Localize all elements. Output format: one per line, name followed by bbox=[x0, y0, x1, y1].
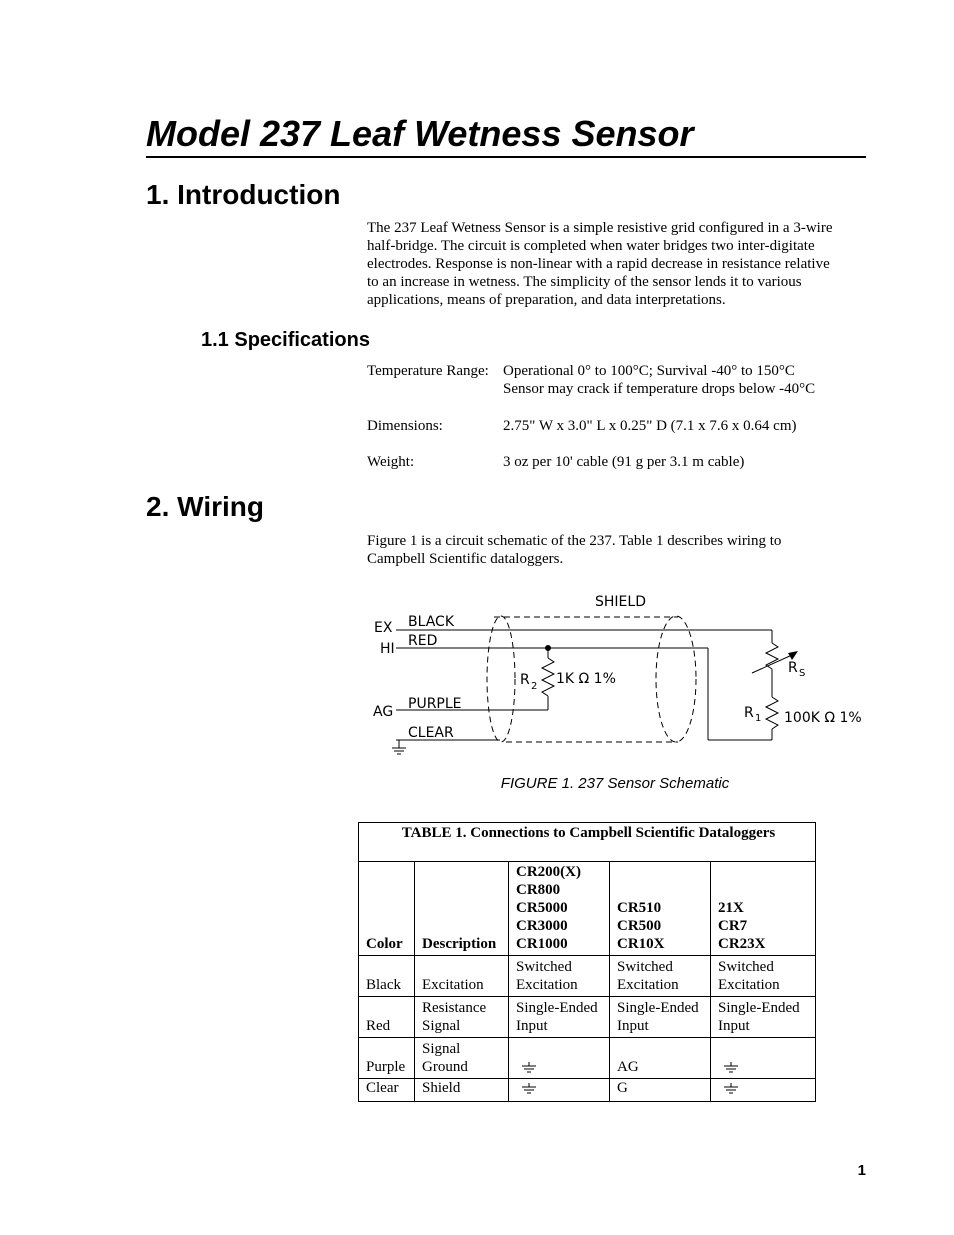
header-model: CR800 bbox=[516, 882, 561, 898]
table-row bbox=[359, 1038, 816, 1079]
r1-resistor bbox=[766, 697, 778, 729]
header-model: CR500 bbox=[617, 918, 662, 934]
header-21x-group bbox=[711, 862, 816, 956]
title-rule bbox=[146, 156, 866, 158]
header-model: CR200(X) bbox=[516, 864, 581, 880]
header-model: CR7 bbox=[718, 918, 748, 934]
earth-ground-icon bbox=[521, 1083, 537, 1095]
shield-label: SHIELD bbox=[595, 594, 646, 610]
r2-label: R bbox=[520, 672, 530, 688]
cell-value: Switched Excitation bbox=[711, 956, 816, 997]
purple-wire-label: PURPLE bbox=[408, 696, 462, 712]
specifications-heading: 1.1 Specifications bbox=[201, 329, 370, 351]
cell-description: Shield bbox=[415, 1079, 509, 1102]
signal-ground-icon bbox=[723, 1062, 739, 1074]
hi-terminal-label: HI bbox=[380, 641, 395, 657]
rs-label: R bbox=[788, 660, 798, 676]
header-model: CR3000 bbox=[516, 918, 568, 934]
header-model: CR10X bbox=[617, 936, 665, 952]
cell-color: Red bbox=[359, 997, 415, 1038]
paragraph-line: electrodes. Response is non-linear with a rapid decrease in resistance relative bbox=[367, 256, 830, 272]
r1-subscript: 1 bbox=[755, 713, 762, 724]
ex-terminal-label: EX bbox=[374, 620, 393, 636]
header-model: CR23X bbox=[718, 936, 766, 952]
table-row bbox=[359, 997, 816, 1038]
wiring-paragraph bbox=[367, 532, 781, 568]
cell-value bbox=[711, 1038, 816, 1079]
table-row bbox=[359, 1079, 816, 1102]
black-wire-label: BLACK bbox=[408, 614, 455, 630]
earth-ground-icon bbox=[723, 1083, 739, 1095]
signal-ground-icon bbox=[521, 1062, 537, 1074]
cell-value bbox=[509, 1079, 610, 1102]
cell-value: G bbox=[610, 1079, 711, 1102]
cell-value: AG bbox=[610, 1038, 711, 1079]
weight-label: Weight: bbox=[367, 454, 415, 470]
cell-value bbox=[711, 1079, 816, 1102]
ag-terminal-label: AG bbox=[373, 704, 394, 720]
figure-caption: FIGURE 1. 237 Sensor Schematic bbox=[500, 775, 730, 792]
paragraph-line: Campbell Scientific dataloggers. bbox=[367, 551, 564, 567]
cell-description: Resistance Signal bbox=[415, 997, 509, 1038]
header-model: CR510 bbox=[617, 900, 662, 916]
r1-label: R bbox=[744, 705, 754, 721]
cell-value: Switched Excitation bbox=[610, 956, 711, 997]
paragraph-line: applications, means of preparation, and data interpretations. bbox=[367, 292, 726, 308]
cell-value: Single-Ended Input bbox=[711, 997, 816, 1038]
cell-description: Excitation bbox=[415, 956, 509, 997]
red-wire-label: RED bbox=[408, 633, 438, 649]
r2-value: 1K Ω 1% bbox=[556, 671, 616, 687]
temperature-range-value: Operational 0° to 100°C; Survival -40° to 150°C bbox=[503, 363, 795, 379]
introduction-paragraph bbox=[367, 219, 832, 309]
connections-table bbox=[358, 822, 816, 1102]
header-model: 21X bbox=[718, 900, 744, 916]
cell-value: Switched Excitation bbox=[509, 956, 610, 997]
introduction-heading: 1. Introduction bbox=[146, 179, 341, 210]
cell-description: Signal Ground bbox=[415, 1038, 509, 1079]
paragraph-line: Figure 1 is a circuit schematic of the 237. Table 1 describes wiring to bbox=[367, 533, 782, 549]
paragraph-line: to an increase in wetness. The simplicity of the sensor lends it to various bbox=[367, 274, 802, 290]
rs-subscript: S bbox=[799, 668, 806, 679]
rs-resistor bbox=[766, 643, 778, 669]
paragraph-line: half-bridge. The circuit is completed when water bridges two inter-digitate bbox=[367, 238, 815, 254]
header-cr510-group bbox=[610, 862, 711, 956]
cell-color: Purple bbox=[359, 1038, 415, 1079]
temperature-range-note: Sensor may crack if temperature drops below -40°C bbox=[503, 381, 816, 397]
weight-value: 3 oz per 10' cable (91 g per 3.1 m cable) bbox=[503, 454, 745, 470]
table-caption: TABLE 1. Connections to Campbell Scientific Dataloggers bbox=[359, 823, 816, 862]
r2-resistor bbox=[542, 658, 554, 696]
header-description: Description bbox=[415, 862, 509, 956]
cell-color: Clear bbox=[359, 1079, 415, 1102]
sensor-schematic bbox=[360, 585, 880, 765]
header-cr200-group bbox=[509, 862, 610, 956]
paragraph-line: The 237 Leaf Wetness Sensor is a simple resistive grid configured in a 3-wire bbox=[367, 220, 833, 236]
cell-value: Single-Ended Input bbox=[509, 997, 610, 1038]
document-title: Model 237 Leaf Wetness Sensor bbox=[146, 113, 694, 154]
clear-wire-label: CLEAR bbox=[408, 725, 454, 741]
dimensions-label: Dimensions: bbox=[367, 418, 443, 434]
r1-value: 100K Ω 1% bbox=[784, 710, 862, 726]
cell-value bbox=[509, 1038, 610, 1079]
temperature-range-label: Temperature Range: bbox=[367, 363, 489, 379]
header-model: CR5000 bbox=[516, 900, 568, 916]
table-row bbox=[359, 956, 816, 997]
header-color: Color bbox=[359, 862, 415, 956]
page-number: 1 bbox=[857, 1162, 866, 1179]
dimensions-value: 2.75" W x 3.0" L x 0.25" D (7.1 x 7.6 x 0.64 cm) bbox=[503, 418, 797, 434]
header-model: CR1000 bbox=[516, 936, 568, 952]
r2-subscript: 2 bbox=[531, 681, 538, 692]
cell-value: Single-Ended Input bbox=[610, 997, 711, 1038]
cell-color: Black bbox=[359, 956, 415, 997]
wiring-heading: 2. Wiring bbox=[146, 491, 264, 522]
